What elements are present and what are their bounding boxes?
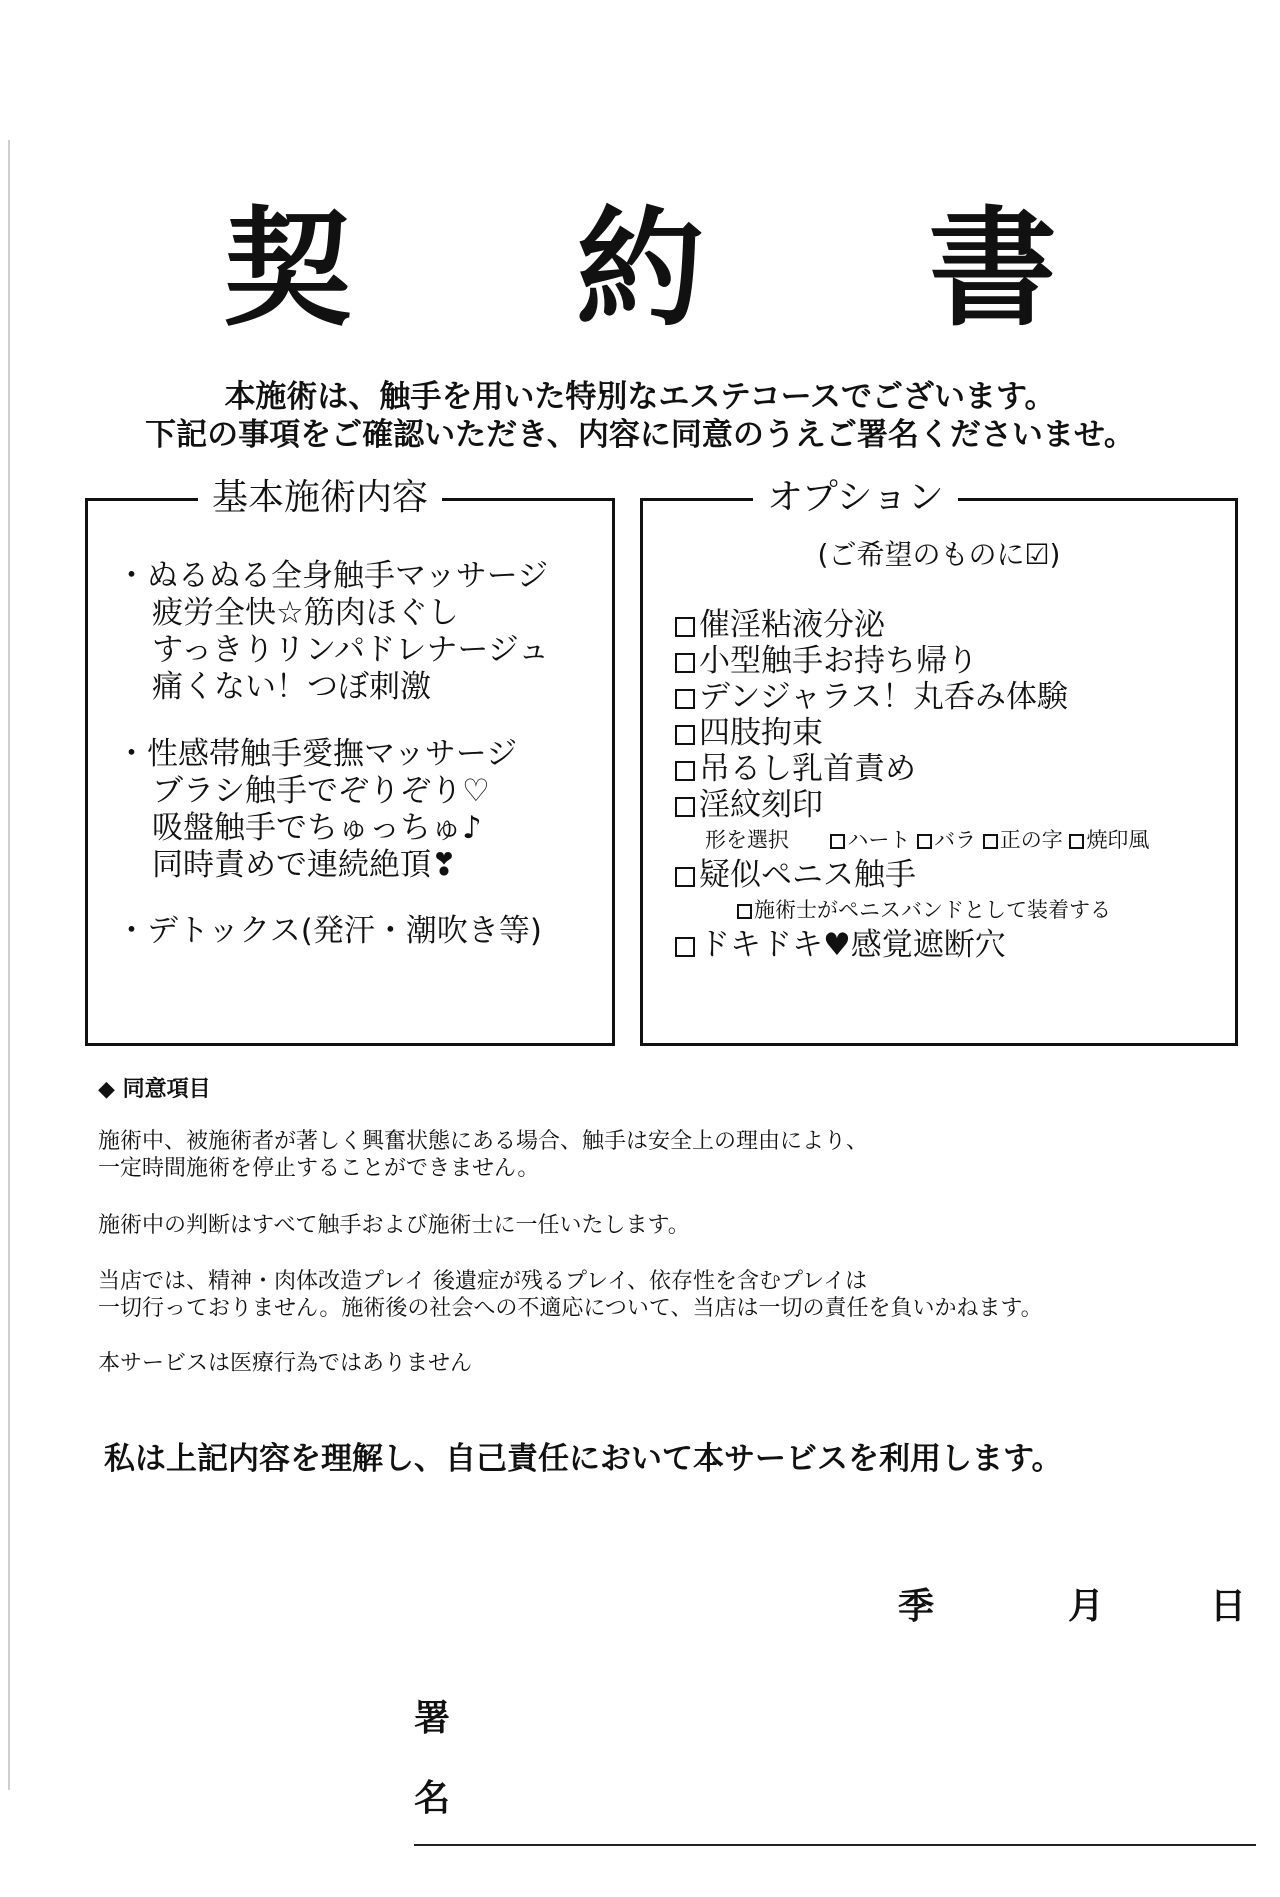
checkbox-icon[interactable] bbox=[675, 797, 695, 817]
agreement-line: 本サービスは医療行為ではありません bbox=[98, 1351, 473, 1376]
checkbox-icon[interactable] bbox=[675, 653, 695, 673]
checkbox-icon[interactable] bbox=[830, 834, 845, 849]
option-item[interactable] bbox=[675, 715, 1149, 751]
option-item[interactable] bbox=[675, 679, 1149, 715]
option-label: 疑似ペニス触手 bbox=[699, 857, 916, 893]
date-year-label: 季 bbox=[898, 1585, 935, 1627]
checkbox-icon[interactable] bbox=[675, 689, 695, 709]
shape-select-row bbox=[675, 823, 1149, 857]
agreement-paragraph-3 bbox=[98, 1268, 1043, 1322]
basic-group-2 bbox=[116, 736, 517, 884]
basic-group-sub: 疲労全快☆筋肉ほぐし bbox=[152, 595, 459, 631]
basic-group-head: ・性感帯触手愛撫マッサージ bbox=[116, 736, 518, 772]
option-label: ドキドキ♥感覚遮断穴 bbox=[699, 927, 1006, 963]
basic-group-sub: すっきりリンパドレナージュ bbox=[152, 632, 550, 668]
shape-option[interactable]: 正の字 bbox=[999, 828, 1063, 852]
basic-group-sub: 痛くない！つぼ刺激 bbox=[152, 669, 431, 705]
checkbox-icon[interactable] bbox=[983, 834, 998, 849]
option-item[interactable] bbox=[675, 787, 1149, 823]
option-label: 四肢拘束 bbox=[699, 715, 823, 751]
checkbox-icon[interactable] bbox=[737, 904, 752, 919]
checkbox-icon[interactable] bbox=[675, 937, 695, 957]
basic-group-sub: 吸盤触手でちゅっちゅ♪ bbox=[152, 810, 482, 846]
basic-group-1 bbox=[116, 558, 549, 706]
intro-line-2: 下記の事項をご確認いただき、内容に同意のうえご署名くださいませ。 bbox=[145, 417, 1135, 453]
option-sub-item[interactable] bbox=[675, 893, 1149, 927]
options-label: オプション bbox=[753, 475, 958, 521]
checkbox-icon[interactable] bbox=[675, 617, 695, 637]
signature-line[interactable] bbox=[414, 1844, 1256, 1846]
checkbox-icon[interactable] bbox=[675, 761, 695, 781]
agreement-line: 一切行っておりません。施術後の社会への不適応について、当店は一切の責任を負いかねます。 bbox=[98, 1296, 1043, 1321]
options-list bbox=[675, 607, 1149, 963]
agreement-heading: ◆ 同意項目 bbox=[98, 1076, 211, 1102]
option-label: デンジャラス！丸呑み体験 bbox=[699, 679, 1069, 715]
shape-option[interactable]: 焼印風 bbox=[1086, 828, 1150, 852]
basic-group-head: ・デトックス(発汗・潮吹き等) bbox=[116, 913, 542, 949]
checkbox-icon[interactable] bbox=[675, 867, 695, 887]
option-item[interactable] bbox=[675, 643, 1149, 679]
signature-label-1: 署 bbox=[414, 1697, 451, 1739]
agreement-line: 施術中、被施術者が著しく興奮状態にある場合、触手は安全上の理由により、 bbox=[98, 1129, 869, 1154]
declaration-text: 私は上記内容を理解し、自己責任において本サービスを利用します。 bbox=[104, 1441, 1063, 1477]
option-label: 小型触手お持ち帰り bbox=[699, 643, 978, 679]
document-title: 契 約 書 bbox=[223, 194, 1147, 344]
shape-option[interactable]: バラ bbox=[934, 828, 977, 852]
checkbox-icon[interactable] bbox=[675, 725, 695, 745]
option-sub-label: 施術士がペニスバンドとして装着する bbox=[754, 898, 1111, 922]
checkbox-icon[interactable] bbox=[1069, 834, 1084, 849]
basic-group-head: ・ぬるぬる全身触手マッサージ bbox=[116, 558, 549, 594]
agreement-line: 一定時間施術を停止することができません。 bbox=[98, 1156, 540, 1181]
shape-option[interactable]: ハート bbox=[847, 828, 911, 852]
options-note: (ご希望のものに☑) bbox=[817, 538, 1061, 571]
basic-treatment-label: 基本施術内容 bbox=[198, 475, 442, 521]
option-item[interactable] bbox=[675, 607, 1149, 643]
option-item[interactable] bbox=[675, 751, 1149, 787]
basic-group-sub: ブラシ触手でぞりぞり♡ bbox=[152, 773, 490, 809]
option-item[interactable] bbox=[675, 927, 1149, 963]
option-item[interactable] bbox=[675, 857, 1149, 893]
options-box bbox=[640, 477, 1238, 1046]
agreement-paragraph-1 bbox=[98, 1128, 868, 1182]
signature-label-2: 名 bbox=[414, 1777, 451, 1819]
date-day-label: 日 bbox=[1210, 1585, 1247, 1627]
intro-text bbox=[0, 378, 1280, 454]
agreement-line: 施術中の判断はすべて触手および施術士に一任いたします。 bbox=[98, 1213, 690, 1238]
shape-select-label: 形を選択 bbox=[705, 828, 789, 852]
agreement-line: 当店では、精神・肉体改造プレイ 後遺症が残るプレイ、依存性を含むプレイは bbox=[98, 1269, 868, 1294]
agreement-paragraph-4 bbox=[98, 1350, 472, 1377]
option-label: 淫紋刻印 bbox=[699, 787, 823, 823]
checkbox-icon[interactable] bbox=[917, 834, 932, 849]
basic-group-3 bbox=[116, 913, 542, 950]
option-label: 催淫粘液分泌 bbox=[699, 607, 885, 643]
intro-line-1: 本施術は、触手を用いた特別なエステコースでございます。 bbox=[224, 379, 1056, 415]
agreement-paragraph-2 bbox=[98, 1212, 690, 1239]
basic-group-sub: 同時責めで連続絶頂❣ bbox=[152, 847, 457, 883]
option-label: 吊るし乳首責め bbox=[699, 751, 916, 787]
basic-treatment-box bbox=[85, 477, 615, 1046]
date-month-label: 月 bbox=[1068, 1585, 1105, 1627]
